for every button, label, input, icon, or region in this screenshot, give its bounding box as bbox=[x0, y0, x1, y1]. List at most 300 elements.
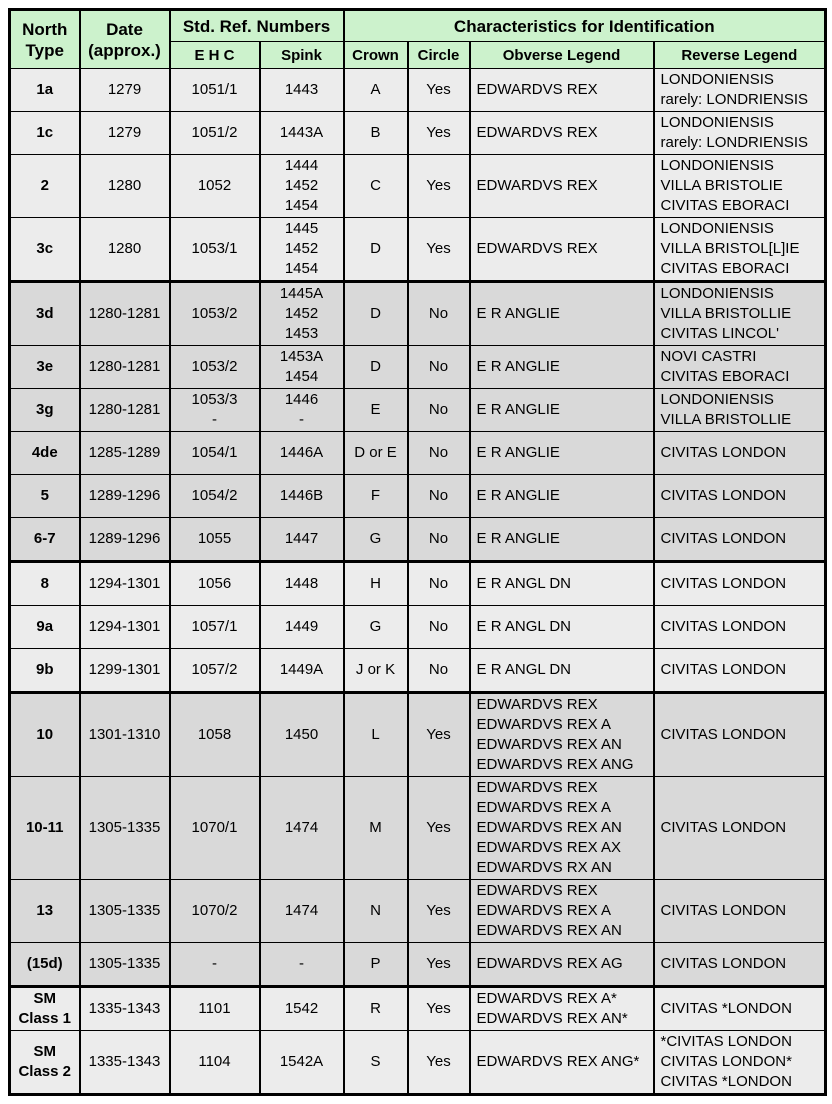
cell-spink bbox=[260, 475, 344, 518]
header-reverse-legend: Reverse Legend bbox=[654, 42, 826, 69]
cell-obverse-legend bbox=[470, 943, 654, 987]
cell-circle bbox=[408, 432, 470, 475]
cell-line: SM bbox=[33, 990, 56, 1007]
cell-line: 1542 bbox=[284, 1000, 319, 1017]
cell-line: 1305-1335 bbox=[88, 955, 161, 972]
cell-ehc bbox=[170, 880, 260, 943]
cell-line: EDWARDVS REX A bbox=[476, 716, 611, 733]
cell-date bbox=[80, 562, 170, 606]
cell-spink bbox=[260, 943, 344, 987]
cell-spink bbox=[260, 155, 344, 218]
cell-line: No bbox=[428, 444, 449, 461]
cell-line: C bbox=[370, 177, 381, 194]
cell-line: EDWARDVS REX ANG bbox=[476, 756, 634, 773]
cell-line: 1445A bbox=[279, 285, 324, 302]
cell-line: CIVITAS LONDON bbox=[660, 618, 787, 635]
cell-north-type bbox=[10, 389, 80, 432]
cell-line: 1285-1289 bbox=[88, 444, 161, 461]
cell-line: 1446A bbox=[279, 444, 324, 461]
cell-line: - bbox=[212, 411, 217, 428]
cell-line: 9b bbox=[35, 661, 54, 678]
cell-line: E R ANGLIE bbox=[476, 444, 560, 461]
cell-line: 1305-1335 bbox=[88, 902, 161, 919]
header-characteristics: Characteristics for Identification bbox=[344, 10, 826, 42]
cell-spink bbox=[260, 432, 344, 475]
table-row bbox=[10, 943, 826, 987]
cell-reverse-legend bbox=[654, 112, 826, 155]
cell-reverse-legend bbox=[654, 155, 826, 218]
cell-line: 1305-1335 bbox=[88, 819, 161, 836]
cell-line: 3d bbox=[35, 305, 54, 322]
cell-line: 1055 bbox=[197, 530, 232, 547]
cell-line: Yes bbox=[426, 81, 451, 98]
cell-north-type bbox=[10, 606, 80, 649]
cell-date bbox=[80, 112, 170, 155]
cell-line: 1070/2 bbox=[191, 902, 238, 919]
cell-line: 1445 bbox=[284, 220, 319, 237]
cell-ehc bbox=[170, 155, 260, 218]
cell-line: J or K bbox=[355, 661, 396, 678]
cell-line: 1443A bbox=[279, 124, 324, 141]
cell-obverse-legend bbox=[470, 69, 654, 112]
cell-spink bbox=[260, 880, 344, 943]
table-body bbox=[10, 69, 826, 1095]
cell-circle bbox=[408, 880, 470, 943]
cell-ehc bbox=[170, 518, 260, 562]
cell-obverse-legend bbox=[470, 987, 654, 1031]
cell-north-type bbox=[10, 155, 80, 218]
cell-obverse-legend bbox=[470, 475, 654, 518]
cell-line: 1294-1301 bbox=[88, 618, 161, 635]
cell-line: 1449A bbox=[279, 661, 324, 678]
cell-date bbox=[80, 155, 170, 218]
cell-line: Yes bbox=[426, 177, 451, 194]
cell-line: E bbox=[370, 401, 381, 418]
cell-line: 1299-1301 bbox=[88, 661, 161, 678]
cell-spink bbox=[260, 112, 344, 155]
cell-north-type bbox=[10, 943, 80, 987]
cell-line: No bbox=[428, 358, 449, 375]
cell-crown bbox=[344, 518, 408, 562]
cell-crown bbox=[344, 880, 408, 943]
cell-date bbox=[80, 218, 170, 282]
cell-line: E R ANGLIE bbox=[476, 305, 560, 322]
cell-crown bbox=[344, 475, 408, 518]
cell-line: 1294-1301 bbox=[88, 575, 161, 592]
cell-line: VILLA BRISTOLIE bbox=[660, 177, 783, 194]
cell-line: CIVITAS LONDON bbox=[660, 819, 787, 836]
coin-type-table bbox=[8, 8, 827, 1096]
cell-reverse-legend bbox=[654, 282, 826, 346]
cell-spink bbox=[260, 649, 344, 693]
cell-line: - bbox=[299, 411, 304, 428]
cell-line: EDWARDVS REX AN bbox=[476, 922, 622, 939]
cell-circle bbox=[408, 693, 470, 777]
cell-ehc bbox=[170, 693, 260, 777]
cell-ehc bbox=[170, 777, 260, 880]
cell-line: A bbox=[370, 81, 381, 98]
cell-crown bbox=[344, 389, 408, 432]
cell-obverse-legend bbox=[470, 562, 654, 606]
header-date: Date (approx.) bbox=[80, 10, 170, 69]
cell-circle bbox=[408, 606, 470, 649]
cell-line: LONDONIENSIS bbox=[660, 285, 774, 302]
cell-line: EDWARDVS REX bbox=[476, 696, 598, 713]
cell-line: - bbox=[299, 955, 304, 972]
cell-line: E R ANGLIE bbox=[476, 530, 560, 547]
cell-line: 8 bbox=[40, 575, 49, 592]
cell-line: EDWARDVS REX bbox=[476, 882, 598, 899]
cell-crown bbox=[344, 346, 408, 389]
cell-spink bbox=[260, 218, 344, 282]
cell-line: E R ANGLIE bbox=[476, 401, 560, 418]
cell-line: M bbox=[369, 819, 382, 836]
cell-line: 1051/1 bbox=[191, 81, 238, 98]
cell-obverse-legend bbox=[470, 1031, 654, 1095]
cell-north-type bbox=[10, 1031, 80, 1095]
cell-spink bbox=[260, 693, 344, 777]
cell-line: CIVITAS LONDON bbox=[660, 487, 787, 504]
cell-line: CIVITAS *LONDON bbox=[660, 1073, 792, 1090]
cell-line: LONDONIENSIS bbox=[660, 71, 774, 88]
table-row bbox=[10, 432, 826, 475]
cell-date bbox=[80, 475, 170, 518]
cell-line: 1053/2 bbox=[191, 358, 238, 375]
cell-line: CIVITAS LINCOL' bbox=[660, 325, 779, 342]
cell-circle bbox=[408, 1031, 470, 1095]
cell-line: 1454 bbox=[284, 197, 319, 214]
cell-obverse-legend bbox=[470, 346, 654, 389]
cell-spink bbox=[260, 562, 344, 606]
cell-line: 1454 bbox=[284, 260, 319, 277]
header-spink: Spink bbox=[260, 42, 344, 69]
cell-crown bbox=[344, 112, 408, 155]
cell-reverse-legend bbox=[654, 218, 826, 282]
cell-line: Yes bbox=[426, 124, 451, 141]
cell-line: F bbox=[370, 487, 381, 504]
cell-line: Yes bbox=[426, 240, 451, 257]
cell-line: (15d) bbox=[26, 955, 63, 972]
table-row bbox=[10, 987, 826, 1031]
cell-reverse-legend bbox=[654, 562, 826, 606]
cell-line: 1053/2 bbox=[191, 305, 238, 322]
cell-line: 1452 bbox=[284, 240, 319, 257]
cell-line: 1542A bbox=[279, 1053, 324, 1070]
cell-line: 1280 bbox=[107, 177, 142, 194]
cell-line: rarely: LONDRIENSIS bbox=[660, 134, 809, 151]
cell-crown bbox=[344, 69, 408, 112]
cell-line: 1301-1310 bbox=[88, 726, 161, 743]
cell-date bbox=[80, 777, 170, 880]
cell-line: E R ANGLIE bbox=[476, 358, 560, 375]
cell-line: L bbox=[371, 726, 380, 743]
cell-line: R bbox=[370, 1000, 381, 1017]
header-crown: Crown bbox=[344, 42, 408, 69]
cell-spink bbox=[260, 518, 344, 562]
cell-date bbox=[80, 432, 170, 475]
cell-obverse-legend bbox=[470, 155, 654, 218]
cell-line: H bbox=[370, 575, 381, 592]
cell-obverse-legend bbox=[470, 432, 654, 475]
cell-line: N bbox=[370, 902, 381, 919]
table-row bbox=[10, 155, 826, 218]
cell-line: LONDONIENSIS bbox=[660, 220, 774, 237]
cell-line: 1279 bbox=[107, 124, 142, 141]
cell-line: No bbox=[428, 487, 449, 504]
cell-date bbox=[80, 649, 170, 693]
cell-line: No bbox=[428, 575, 449, 592]
cell-line: 9a bbox=[36, 618, 54, 635]
cell-line: EDWARDVS RX AN bbox=[476, 859, 612, 876]
cell-line: 1452 bbox=[284, 177, 319, 194]
cell-line: Yes bbox=[426, 1053, 451, 1070]
cell-date bbox=[80, 1031, 170, 1095]
cell-reverse-legend bbox=[654, 346, 826, 389]
cell-circle bbox=[408, 218, 470, 282]
cell-spink bbox=[260, 777, 344, 880]
cell-circle bbox=[408, 69, 470, 112]
cell-line: EDWARDVS REX bbox=[476, 177, 598, 194]
cell-line: 1454 bbox=[284, 368, 319, 385]
cell-line: Yes bbox=[426, 1000, 451, 1017]
cell-line: No bbox=[428, 305, 449, 322]
cell-obverse-legend bbox=[470, 518, 654, 562]
cell-line: 1057/1 bbox=[191, 618, 238, 635]
table-row bbox=[10, 518, 826, 562]
cell-crown bbox=[344, 282, 408, 346]
cell-line: 1054/1 bbox=[191, 444, 238, 461]
cell-line: CIVITAS LONDON bbox=[660, 726, 787, 743]
cell-spink bbox=[260, 389, 344, 432]
cell-line: CIVITAS LONDON bbox=[660, 530, 787, 547]
cell-date bbox=[80, 880, 170, 943]
cell-spink bbox=[260, 606, 344, 649]
cell-line: LONDONIENSIS bbox=[660, 157, 774, 174]
table-row bbox=[10, 475, 826, 518]
cell-line: CIVITAS LONDON bbox=[660, 444, 787, 461]
cell-line: 1443 bbox=[284, 81, 319, 98]
cell-line: 1057/2 bbox=[191, 661, 238, 678]
cell-line: - bbox=[212, 955, 217, 972]
cell-reverse-legend bbox=[654, 606, 826, 649]
cell-ehc bbox=[170, 112, 260, 155]
cell-line: 1053/3 bbox=[191, 391, 238, 408]
cell-line: 1447 bbox=[284, 530, 319, 547]
cell-line: EDWARDVS REX bbox=[476, 240, 598, 257]
cell-line: 1054/2 bbox=[191, 487, 238, 504]
cell-reverse-legend bbox=[654, 777, 826, 880]
cell-line: CIVITAS EBORACI bbox=[660, 197, 790, 214]
cell-spink bbox=[260, 987, 344, 1031]
table-row bbox=[10, 649, 826, 693]
cell-ehc bbox=[170, 475, 260, 518]
cell-line: VILLA BRISTOLLIE bbox=[660, 411, 792, 428]
table-row bbox=[10, 777, 826, 880]
cell-circle bbox=[408, 346, 470, 389]
cell-line: EDWARDVS REX A bbox=[476, 799, 611, 816]
cell-line: 2 bbox=[40, 177, 49, 194]
header-std-ref-numbers: Std. Ref. Numbers bbox=[170, 10, 344, 42]
cell-obverse-legend bbox=[470, 218, 654, 282]
cell-line: No bbox=[428, 530, 449, 547]
cell-line: 13 bbox=[36, 902, 54, 919]
cell-line: 1280-1281 bbox=[88, 401, 161, 418]
cell-line: G bbox=[369, 618, 382, 635]
cell-reverse-legend bbox=[654, 943, 826, 987]
cell-date bbox=[80, 518, 170, 562]
cell-circle bbox=[408, 112, 470, 155]
table-row bbox=[10, 218, 826, 282]
cell-line: 1c bbox=[36, 124, 54, 141]
cell-line: 5 bbox=[40, 487, 49, 504]
cell-line: CIVITAS *LONDON bbox=[660, 1000, 792, 1017]
cell-circle bbox=[408, 987, 470, 1031]
cell-line: 1450 bbox=[284, 726, 319, 743]
cell-obverse-legend bbox=[470, 777, 654, 880]
header-obverse-legend: Obverse Legend bbox=[470, 42, 654, 69]
cell-crown bbox=[344, 649, 408, 693]
cell-date bbox=[80, 606, 170, 649]
cell-line: E R ANGLIE bbox=[476, 487, 560, 504]
cell-ehc bbox=[170, 562, 260, 606]
cell-line: 1a bbox=[36, 81, 54, 98]
cell-north-type bbox=[10, 282, 80, 346]
cell-line: 1474 bbox=[284, 902, 319, 919]
cell-line: Yes bbox=[426, 902, 451, 919]
cell-reverse-legend bbox=[654, 987, 826, 1031]
cell-line: 1449 bbox=[284, 618, 319, 635]
cell-line: EDWARDVS REX AN bbox=[476, 819, 622, 836]
cell-ehc bbox=[170, 943, 260, 987]
cell-line: CIVITAS LONDON bbox=[660, 902, 787, 919]
cell-line: Yes bbox=[426, 955, 451, 972]
cell-reverse-legend bbox=[654, 649, 826, 693]
cell-circle bbox=[408, 518, 470, 562]
cell-date bbox=[80, 987, 170, 1031]
cell-ehc bbox=[170, 69, 260, 112]
cell-line: Class 2 bbox=[18, 1063, 72, 1080]
cell-date bbox=[80, 693, 170, 777]
cell-line: EDWARDVS REX A* bbox=[476, 990, 617, 1007]
header-circle: Circle bbox=[408, 42, 470, 69]
cell-ehc bbox=[170, 649, 260, 693]
cell-line: LONDONIENSIS bbox=[660, 391, 774, 408]
table-row bbox=[10, 282, 826, 346]
cell-line: 1058 bbox=[197, 726, 232, 743]
table-row bbox=[10, 1031, 826, 1095]
cell-circle bbox=[408, 649, 470, 693]
cell-circle bbox=[408, 475, 470, 518]
cell-spink bbox=[260, 69, 344, 112]
cell-line: EDWARDVS REX AG bbox=[476, 955, 623, 972]
cell-line: 10 bbox=[36, 726, 54, 743]
cell-spink bbox=[260, 282, 344, 346]
cell-ehc bbox=[170, 1031, 260, 1095]
cell-line: D bbox=[370, 240, 381, 257]
cell-ehc bbox=[170, 218, 260, 282]
cell-line: NOVI CASTRI bbox=[660, 348, 757, 365]
cell-date bbox=[80, 282, 170, 346]
cell-line: LONDONIENSIS bbox=[660, 114, 774, 131]
cell-line: 1452 bbox=[284, 305, 319, 322]
cell-line: 1453 bbox=[284, 325, 319, 342]
cell-obverse-legend bbox=[470, 112, 654, 155]
cell-circle bbox=[408, 943, 470, 987]
cell-circle bbox=[408, 777, 470, 880]
cell-ehc bbox=[170, 282, 260, 346]
cell-line: EDWARDVS REX AN bbox=[476, 736, 622, 753]
cell-line: E R ANGL DN bbox=[476, 618, 571, 635]
cell-line: 1335-1343 bbox=[88, 1000, 161, 1017]
cell-reverse-legend bbox=[654, 880, 826, 943]
cell-crown bbox=[344, 987, 408, 1031]
cell-north-type bbox=[10, 218, 80, 282]
cell-line: 1474 bbox=[284, 819, 319, 836]
cell-line: No bbox=[428, 618, 449, 635]
cell-obverse-legend bbox=[470, 649, 654, 693]
table-row bbox=[10, 606, 826, 649]
cell-line: EDWARDVS REX A bbox=[476, 902, 611, 919]
cell-line: 1070/1 bbox=[191, 819, 238, 836]
cell-line: E R ANGL DN bbox=[476, 575, 571, 592]
cell-ehc bbox=[170, 987, 260, 1031]
cell-ehc bbox=[170, 432, 260, 475]
table-row bbox=[10, 693, 826, 777]
cell-line: 10-11 bbox=[25, 819, 64, 836]
cell-line: 3g bbox=[35, 401, 54, 418]
cell-line: 1289-1296 bbox=[88, 487, 161, 504]
cell-obverse-legend bbox=[470, 693, 654, 777]
cell-line: EDWARDVS REX ANG* bbox=[476, 1053, 640, 1070]
cell-line: D bbox=[370, 358, 381, 375]
table-row bbox=[10, 562, 826, 606]
table-row bbox=[10, 880, 826, 943]
cell-ehc bbox=[170, 606, 260, 649]
cell-line: 1280 bbox=[107, 240, 142, 257]
cell-line: 1280-1281 bbox=[88, 358, 161, 375]
cell-line: EDWARDVS REX AN* bbox=[476, 1010, 628, 1027]
cell-north-type bbox=[10, 649, 80, 693]
cell-line: 1280-1281 bbox=[88, 305, 161, 322]
cell-line: VILLA BRISTOLLIE bbox=[660, 305, 792, 322]
cell-spink bbox=[260, 1031, 344, 1095]
cell-line: *CIVITAS LONDON bbox=[660, 1033, 792, 1050]
cell-north-type bbox=[10, 693, 80, 777]
cell-line: EDWARDVS REX bbox=[476, 779, 598, 796]
cell-reverse-legend bbox=[654, 1031, 826, 1095]
table-row bbox=[10, 389, 826, 432]
cell-north-type bbox=[10, 432, 80, 475]
cell-north-type bbox=[10, 777, 80, 880]
cell-line: P bbox=[370, 955, 381, 972]
cell-line: 1446 bbox=[284, 391, 319, 408]
cell-north-type bbox=[10, 880, 80, 943]
table-row bbox=[10, 69, 826, 112]
cell-line: 1053/1 bbox=[191, 240, 238, 257]
cell-date bbox=[80, 943, 170, 987]
cell-line: 3c bbox=[36, 240, 54, 257]
header-row-1 bbox=[10, 10, 826, 42]
cell-north-type bbox=[10, 987, 80, 1031]
cell-reverse-legend bbox=[654, 389, 826, 432]
cell-line: D bbox=[370, 305, 381, 322]
cell-ehc bbox=[170, 346, 260, 389]
cell-line: Yes bbox=[426, 819, 451, 836]
cell-north-type bbox=[10, 475, 80, 518]
cell-line: 1446B bbox=[279, 487, 324, 504]
cell-line: EDWARDVS REX bbox=[476, 81, 598, 98]
cell-north-type bbox=[10, 562, 80, 606]
